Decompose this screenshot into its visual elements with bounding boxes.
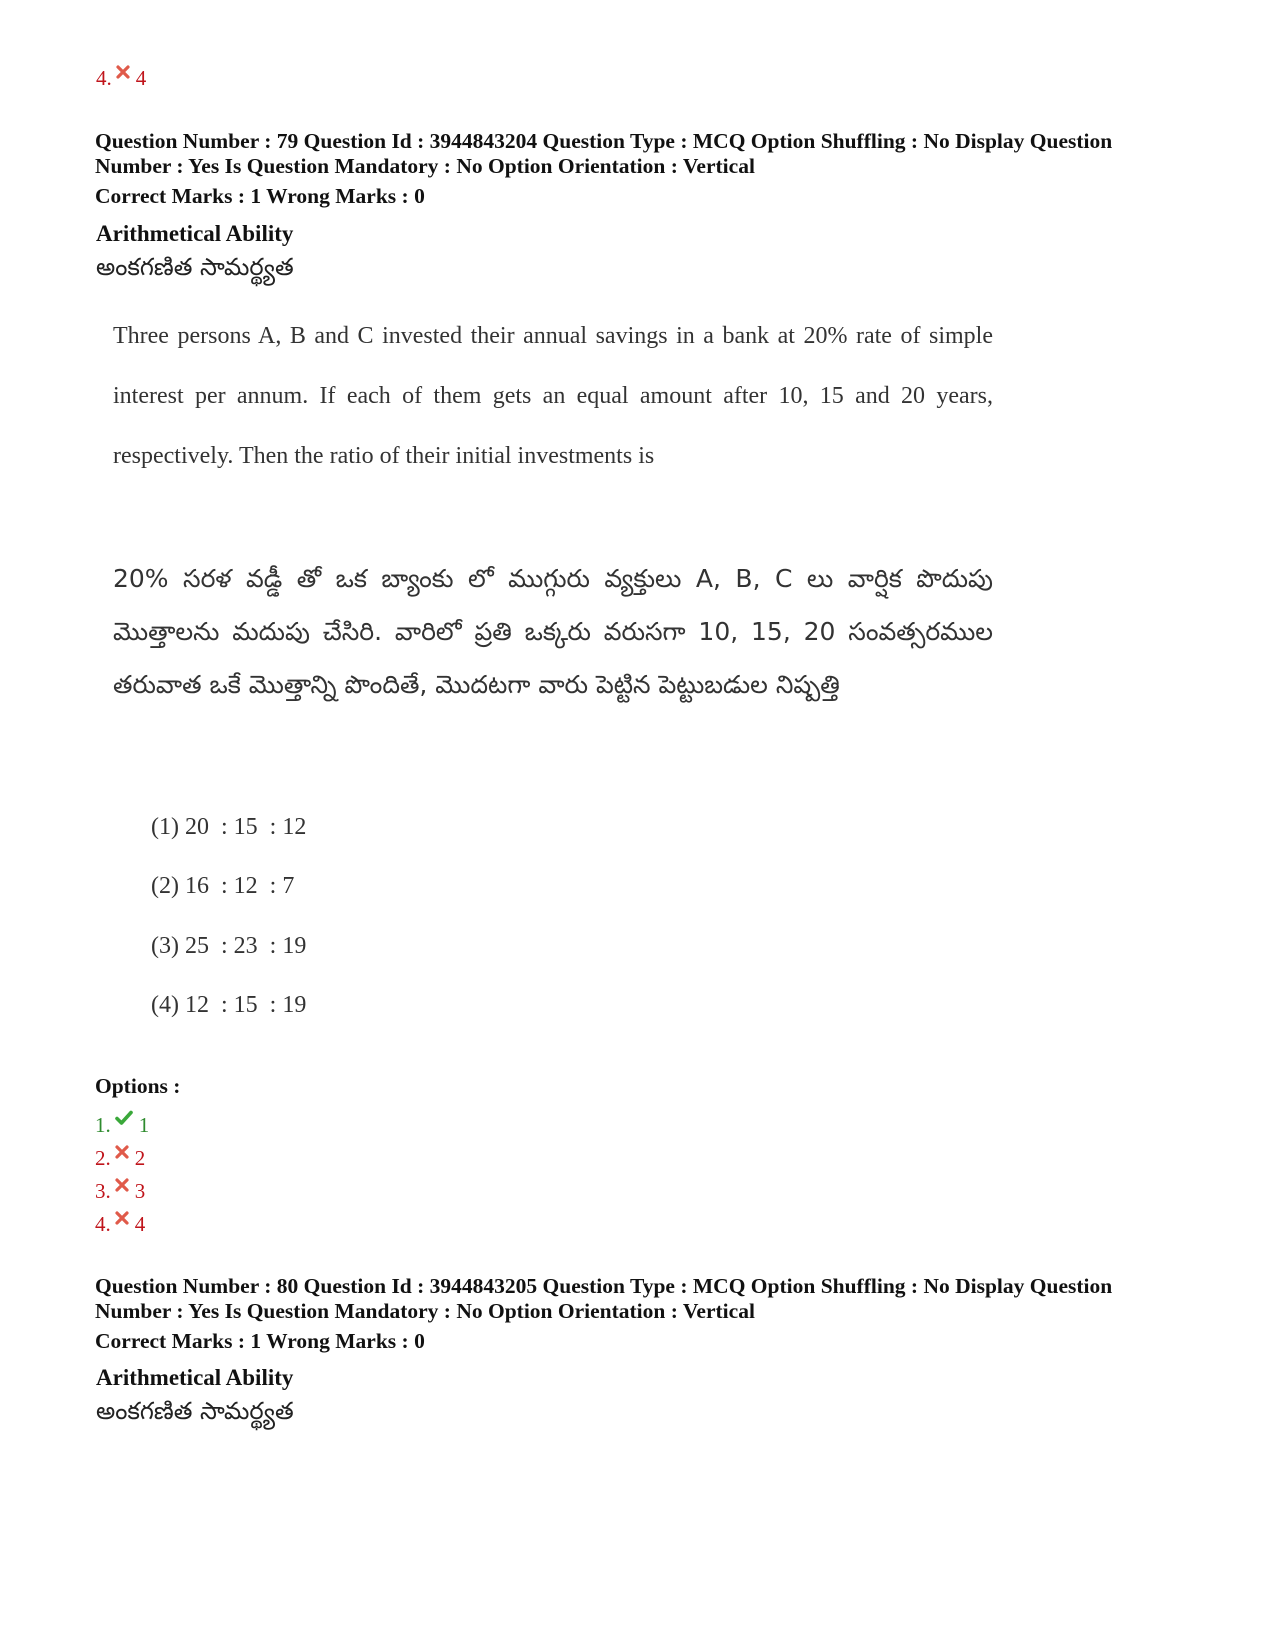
option-1: [95, 1107, 149, 1137]
meta-line-2: Number : Yes Is Question Mandatory : No Option Orientation : Vertical: [95, 1299, 755, 1323]
option-value: 4: [135, 66, 147, 90]
option-number: 4.: [96, 66, 112, 90]
cross-icon: [115, 1140, 129, 1164]
option-number: 2.: [95, 1146, 111, 1170]
option-value: 3: [134, 1179, 146, 1203]
question-text-te: 20% సరళ వడ్డీ తో ఒక బ్యాంకు లో ముగ్గురు వ్యక్తులు A, B, C లు వార్షిక పొదుపు మొత్తాలను మదుపు చేసిరి. వారిలో ప్రతి ఒక్కరు వరుసగా 10, 15, 20 సంవత్సరముల తరువాత ఒకే మొత్తాన్ని పొందితే, మొదటగా వారు పెట్టిన పెట్టుబడుల నిష్పత్తి: [113, 564, 993, 699]
meta-line-1: Question Number : 79 Question Id : 3944843204 Question Type : MCQ Option Shuffling : No Display Question: [95, 129, 1113, 153]
choice-1: (1) 20 : 15 : 12: [151, 814, 307, 840]
options-title: Options :: [95, 1074, 181, 1098]
question-79-meta: [95, 129, 1205, 179]
option-4: [95, 1206, 145, 1236]
question-80-meta: [95, 1274, 1205, 1324]
check-icon: [115, 1107, 133, 1131]
choice-4: (4) 12 : 15 : 19: [151, 992, 307, 1018]
option-number: 4.: [95, 1212, 111, 1236]
section-title-en: Arithmetical Ability: [96, 1365, 294, 1390]
meta-line-1: Question Number : 80 Question Id : 3944843205 Question Type : MCQ Option Shuffling : No Display Question: [95, 1274, 1113, 1298]
option-2: [95, 1140, 145, 1170]
option-3: [95, 1173, 145, 1203]
meta-line-2: Number : Yes Is Question Mandatory : No Option Orientation : Vertical: [95, 154, 755, 178]
prev-option-4: [96, 60, 146, 90]
option-value: 1: [138, 1113, 150, 1137]
cross-icon: [115, 1206, 129, 1230]
option-value: 2: [134, 1146, 146, 1170]
question-79-marks: Correct Marks : 1 Wrong Marks : 0: [95, 184, 425, 208]
question-80-marks: Correct Marks : 1 Wrong Marks : 0: [95, 1329, 425, 1353]
cross-icon: [116, 60, 130, 84]
choice-3: (3) 25 : 23 : 19: [151, 933, 307, 959]
question-text-en: Three persons A, B and C invested their annual savings in a bank at 20% rate of simple interest per annum. If each of them gets an equal amount after 10, 15 and 20 years, respectively. Then the ratio of their initial investments is: [113, 323, 993, 469]
section-title-te: అంకగణిత సామర్థ్యత: [96, 253, 294, 281]
section-title-en: Arithmetical Ability: [96, 221, 294, 246]
choice-2: (2) 16 : 12 : 7: [151, 873, 295, 899]
option-number: 1.: [95, 1113, 111, 1137]
option-number: 3.: [95, 1179, 111, 1203]
cross-icon: [115, 1173, 129, 1197]
option-value: 4: [134, 1212, 146, 1236]
section-title-te: అంకగణిత సామర్థ్యత: [96, 1397, 294, 1425]
